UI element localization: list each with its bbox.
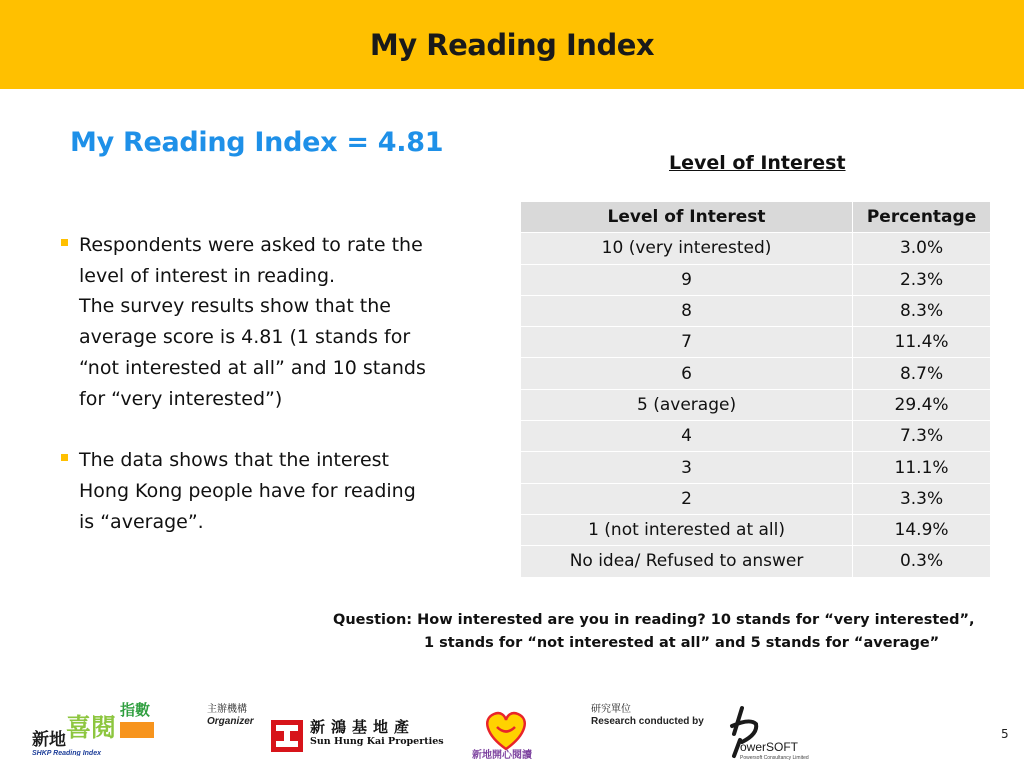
percentage-cell: 11.1%: [853, 452, 991, 483]
table-row: [521, 327, 991, 358]
level-cell: 2: [521, 483, 853, 514]
svg-text:指數: 指數: [120, 701, 151, 719]
survey-question: [333, 609, 975, 655]
table-row: [521, 233, 991, 264]
bullet-line: level of interest in reading.: [79, 264, 336, 287]
slide-title: My Reading Index: [369, 27, 655, 62]
percentage-cell: 2.3%: [853, 264, 991, 295]
percentage-cell: 29.4%: [853, 389, 991, 420]
level-cell: 7: [521, 327, 853, 358]
question-line: Question: How interested are you in reading? 10 stands for “very interested”,: [333, 612, 975, 628]
percentage-cell: 0.3%: [853, 546, 991, 577]
interest-table: [520, 201, 991, 578]
percentage-cell: 8.7%: [853, 358, 991, 389]
svg-text:喜閱: 喜閱: [66, 713, 117, 742]
level-cell: 6: [521, 358, 853, 389]
column-header-level: Level of Interest: [521, 202, 853, 233]
percentage-cell: 11.4%: [853, 327, 991, 358]
happy-reading-logo: [470, 705, 542, 761]
level-cell: 10 (very interested): [521, 233, 853, 264]
organizer-zh: 主辦機構: [207, 704, 247, 715]
shkp-wordmark: [310, 718, 444, 748]
table-row: [521, 358, 991, 389]
bullet-line: The data shows that the interest: [79, 449, 389, 472]
level-cell: 8: [521, 295, 853, 326]
table-row: [521, 264, 991, 295]
table-header-row: [521, 202, 991, 233]
level-cell: No idea/ Refused to answer: [521, 546, 853, 577]
bullet-square-icon: [61, 239, 68, 246]
organizer-label: [207, 704, 254, 728]
shkp-name-en: Sun Hung Kai Properties: [310, 736, 444, 747]
bullet-item: [60, 230, 460, 414]
level-cell: 4: [521, 421, 853, 452]
bullet-line: is “average”.: [79, 510, 204, 533]
bullet-square-icon: [61, 454, 68, 461]
bullet-line: “not interested at all” and 10 stands: [79, 356, 426, 379]
percentage-cell: 7.3%: [853, 421, 991, 452]
svg-text:owerSOFT: owerSOFT: [740, 740, 799, 754]
slide-header: [0, 0, 1024, 89]
bullet-line: average score is 4.81 (1 stands for: [79, 326, 411, 349]
shkp-reading-index-logo: [30, 698, 160, 756]
percentage-cell: 8.3%: [853, 295, 991, 326]
page-number: 5: [1001, 727, 1009, 741]
svg-text:SHKP Reading Index: SHKP Reading Index: [32, 750, 101, 756]
level-cell: 9: [521, 264, 853, 295]
bullet-line: for “very interested”): [79, 387, 283, 410]
bullet-line: Respondents were asked to rate the: [79, 234, 423, 256]
table-row: [521, 295, 991, 326]
shkp-name-zh: 新鴻基地產: [310, 718, 416, 736]
level-cell: 1 (not interested at all): [521, 514, 853, 545]
table-row: [521, 452, 991, 483]
question-line: 1 stands for “not interested at all” and 5 stands for “average”: [424, 635, 940, 651]
research-label: [591, 704, 704, 728]
bullet-item: [60, 445, 460, 537]
svg-text:新地: 新地: [32, 730, 66, 750]
level-cell: 3: [521, 452, 853, 483]
reading-index-value: My Reading Index = 4.81: [70, 127, 444, 158]
svg-text:Powersoft Consultancy Limited: Powersoft Consultancy Limited: [740, 755, 809, 760]
percentage-cell: 3.3%: [853, 483, 991, 514]
bullet-line: Hong Kong people have for reading: [79, 479, 416, 502]
percentage-cell: 14.9%: [853, 514, 991, 545]
column-header-percentage: Percentage: [853, 202, 991, 233]
table-row: [521, 389, 991, 420]
percentage-cell: 3.0%: [853, 233, 991, 264]
table-caption: Level of Interest: [669, 152, 846, 174]
table-row: [521, 514, 991, 545]
table-row: [521, 421, 991, 452]
table-row: [521, 483, 991, 514]
organizer-en: Organizer: [207, 716, 254, 727]
level-cell: 5 (average): [521, 389, 853, 420]
research-en: Research conducted by: [591, 716, 704, 727]
powersoft-logo: [728, 704, 823, 760]
bullet-list: [60, 230, 460, 537]
svg-text:新地開心閱讀: 新地開心閱讀: [472, 750, 532, 761]
research-zh: 研究單位: [591, 704, 631, 715]
bullet-line: The survey results show that the: [79, 295, 391, 318]
footer-logos: [0, 690, 1024, 768]
table-row: [521, 546, 991, 577]
shkp-logo-icon: [271, 720, 303, 752]
